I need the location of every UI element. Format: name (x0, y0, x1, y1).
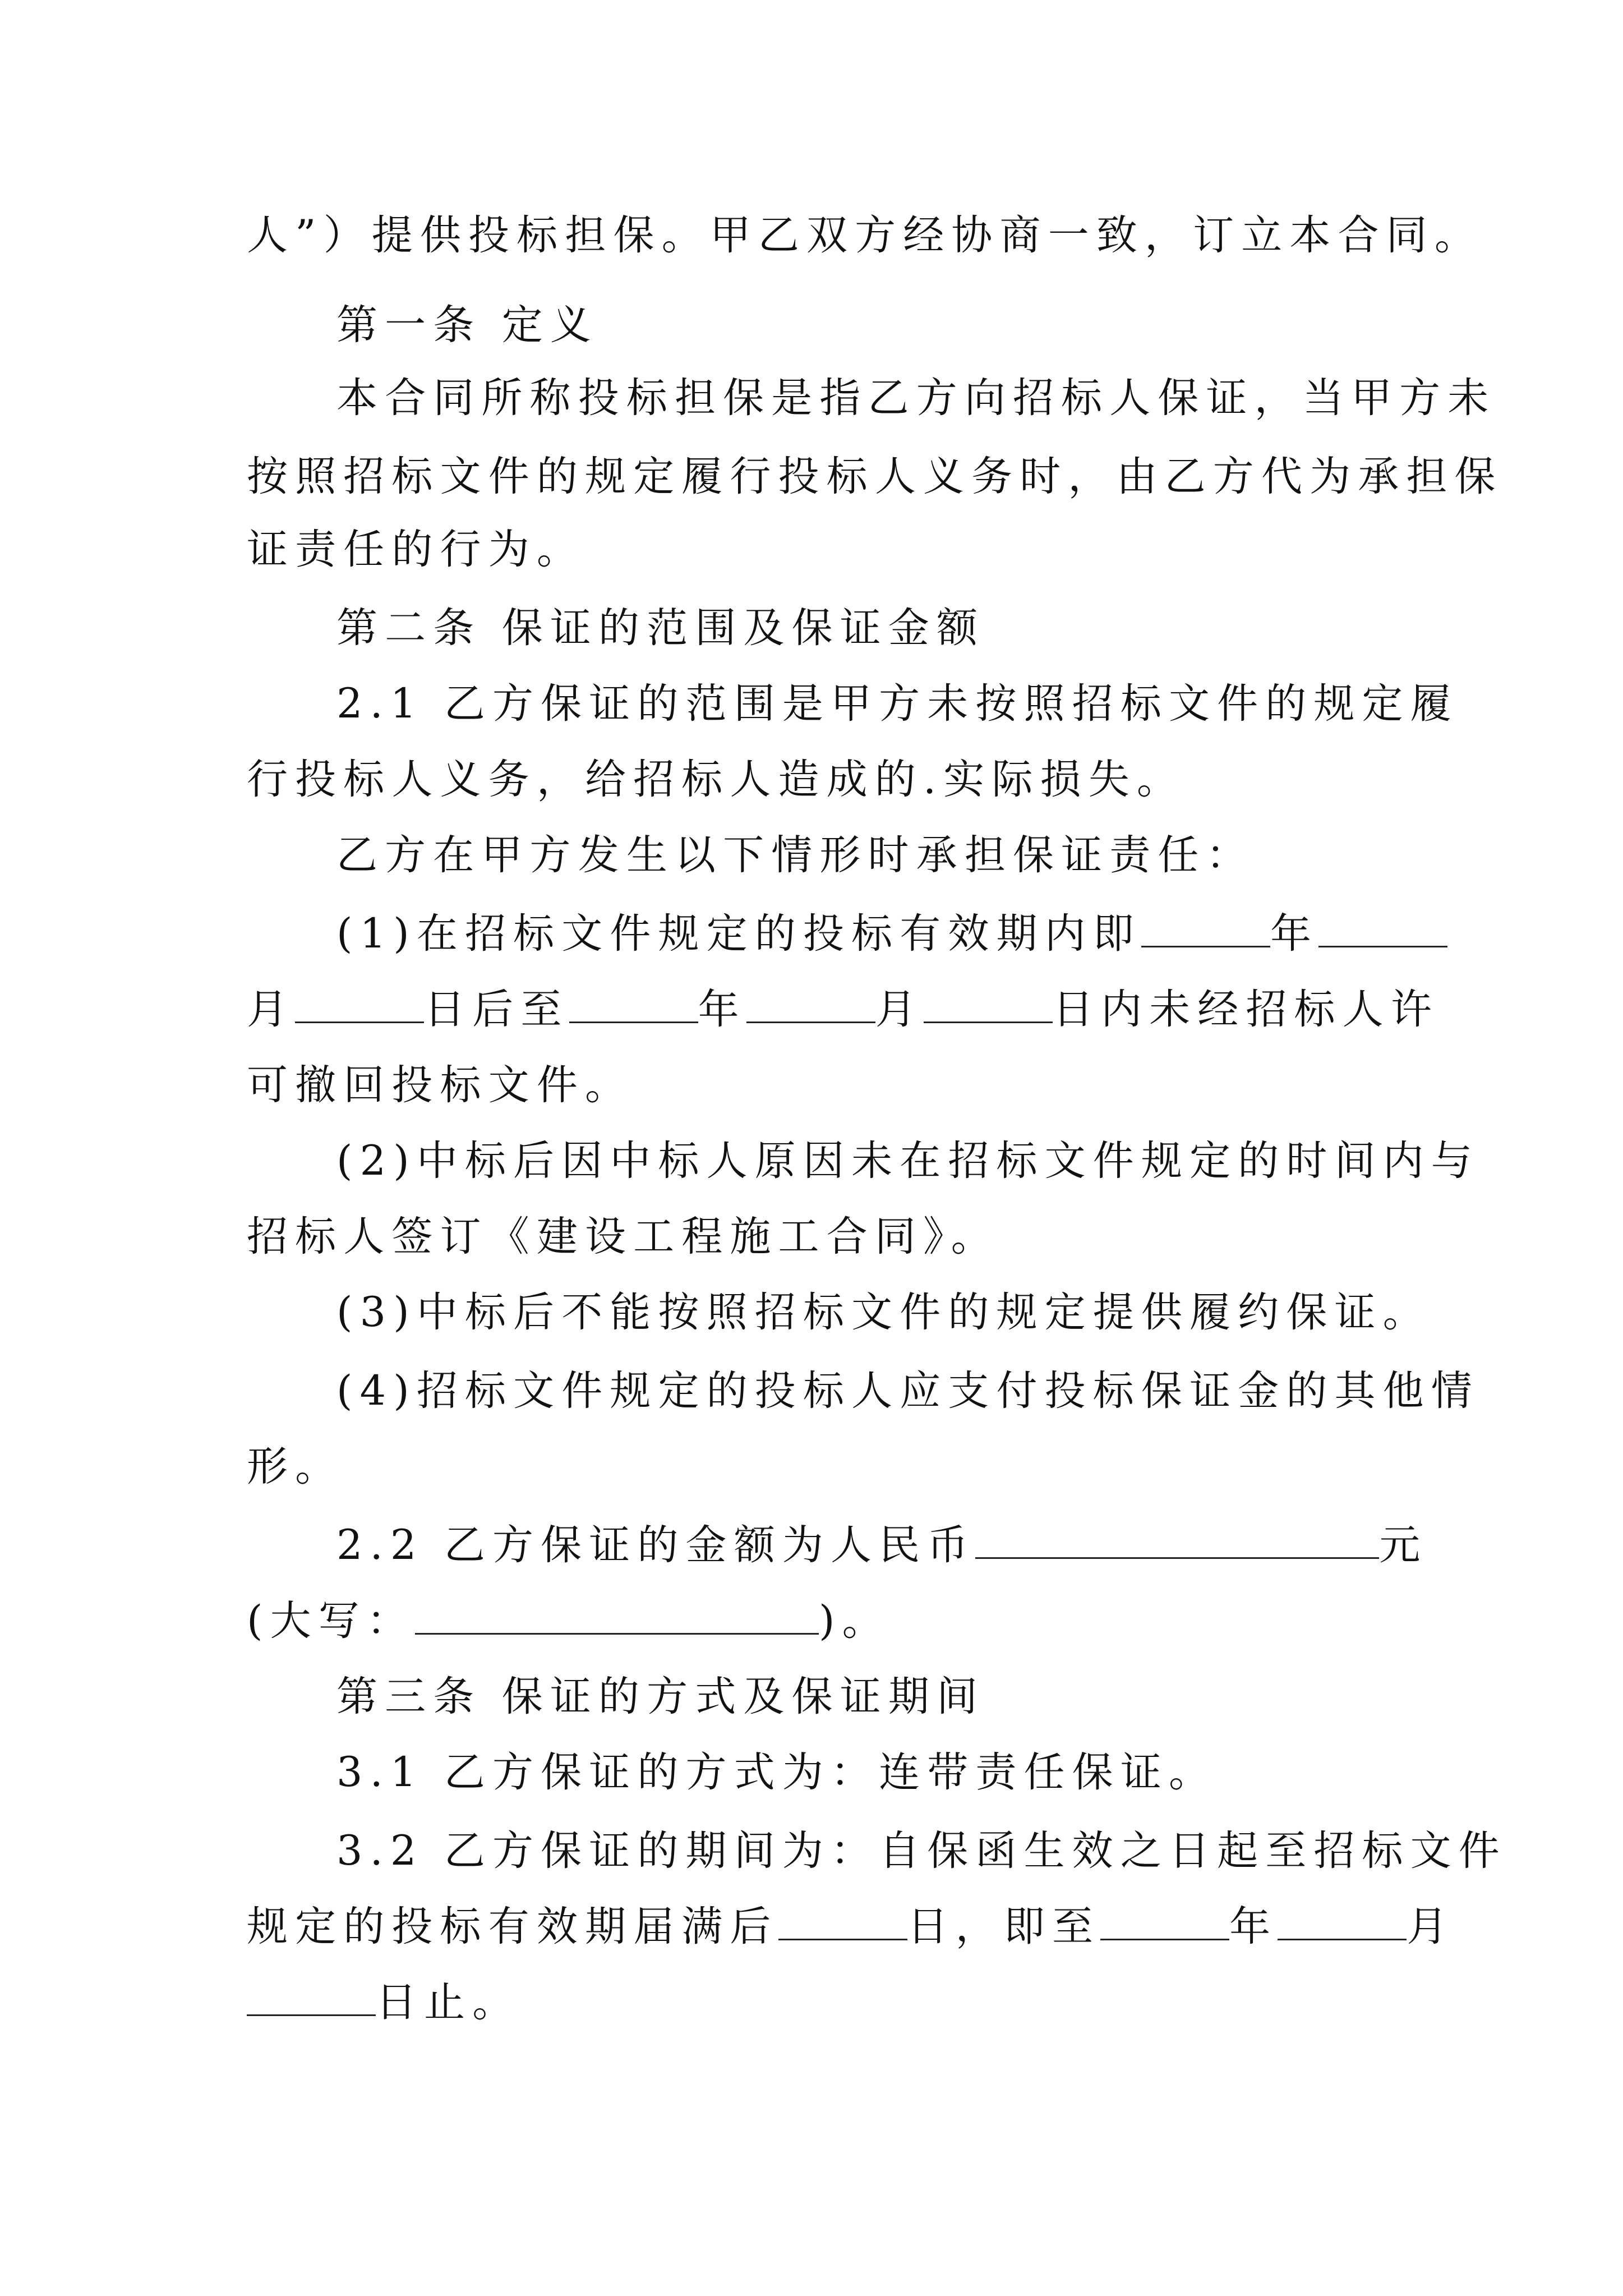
article-heading: 第三条 保证的方式及保证期间 (336, 1673, 985, 1720)
paragraph-line: 2.1 乙方保证的范围是甲方未按照招标文件的规定履 (336, 680, 1459, 728)
paragraph-line: (2)中标后因中标人原因未在招标文件规定的时间内与 (336, 1137, 1479, 1185)
paragraph-line (247, 1899, 1455, 1955)
text-segment: 2.2 乙方保证的金额为人民币 (336, 1521, 976, 1569)
paragraph-line: 乙方在甲方发生以下情形时承担保证责任： (336, 831, 1255, 879)
article-heading: 第二条 保证的范围及保证金额 (336, 604, 985, 652)
text-segment: 日，即至 (907, 1903, 1101, 1950)
paragraph-line: 3.1 乙方保证的方式为：连带责任保证。 (336, 1749, 1218, 1796)
amount-words-blank[interactable] (415, 1594, 819, 1635)
paragraph-line: 形。 (247, 1443, 344, 1490)
text-segment: 月 (247, 986, 296, 1033)
text-segment: 月 (1407, 1903, 1455, 1950)
paragraph-line (247, 1975, 520, 2031)
article-heading: 第一条 定义 (336, 301, 599, 349)
text-segment: 规定的投标有效期届满后 (247, 1903, 778, 1950)
text-segment: 元 (1379, 1521, 1428, 1569)
paragraph-line: (4)招标文件规定的投标人应支付投标保证金的其他情 (336, 1367, 1479, 1415)
paragraph-line: (3)中标后不能按照招标文件的规定提供履约保证。 (336, 1289, 1431, 1336)
fill-in-blank[interactable] (1318, 907, 1447, 947)
paragraph-line: 证责任的行为。 (247, 526, 585, 573)
paragraph-line: 招标人签订《建设工程施工合同》。 (247, 1213, 999, 1260)
paragraph-line (247, 1593, 891, 1649)
fill-in-blank[interactable] (778, 1899, 907, 1940)
amount-blank[interactable] (975, 1518, 1379, 1559)
text-segment: (大写： (247, 1597, 416, 1645)
text-segment: 日后至 (424, 986, 569, 1033)
paragraph-line (336, 906, 1447, 962)
fill-in-blank[interactable] (1141, 907, 1270, 947)
text-segment: 日内未经招标人许 (1052, 986, 1439, 1033)
paragraph-line: 本合同所称投标担保是指乙方向招标人保证，当甲方未 (336, 374, 1496, 422)
text-segment: 月 (875, 986, 924, 1033)
paragraph-line: 可撤回投标文件。 (247, 1061, 634, 1109)
text-segment: 日止。 (376, 1978, 521, 2026)
paragraph-line: 3.2 乙方保证的期间为：自保函生效之日起至招标文件 (336, 1827, 1507, 1875)
fill-in-blank[interactable] (247, 1975, 376, 2016)
paragraph-line (247, 982, 1439, 1038)
fill-in-blank[interactable] (295, 982, 424, 1023)
text-segment: (1)在招标文件规定的投标有效期内即 (336, 910, 1141, 958)
paragraph-line (336, 1517, 1428, 1573)
fill-in-blank[interactable] (924, 982, 1053, 1023)
paragraph-line: 人”）提供投标担保。甲乙双方经协商一致，订立本合同。 (247, 211, 1483, 259)
text-segment: 年 (1270, 910, 1319, 958)
text-segment: 年 (698, 986, 746, 1033)
fill-in-blank[interactable] (569, 982, 698, 1023)
text-segment: 年 (1229, 1903, 1278, 1950)
text-segment: )。 (819, 1597, 891, 1645)
paragraph-line: 行投标人义务，给招标人造成的.实际损失。 (247, 756, 1186, 803)
fill-in-blank[interactable] (1100, 1899, 1229, 1940)
fill-in-blank[interactable] (1278, 1899, 1407, 1940)
fill-in-blank[interactable] (746, 982, 875, 1023)
paragraph-line: 按照招标文件的规定履行投标人义务时，由乙方代为承担保 (247, 453, 1503, 500)
